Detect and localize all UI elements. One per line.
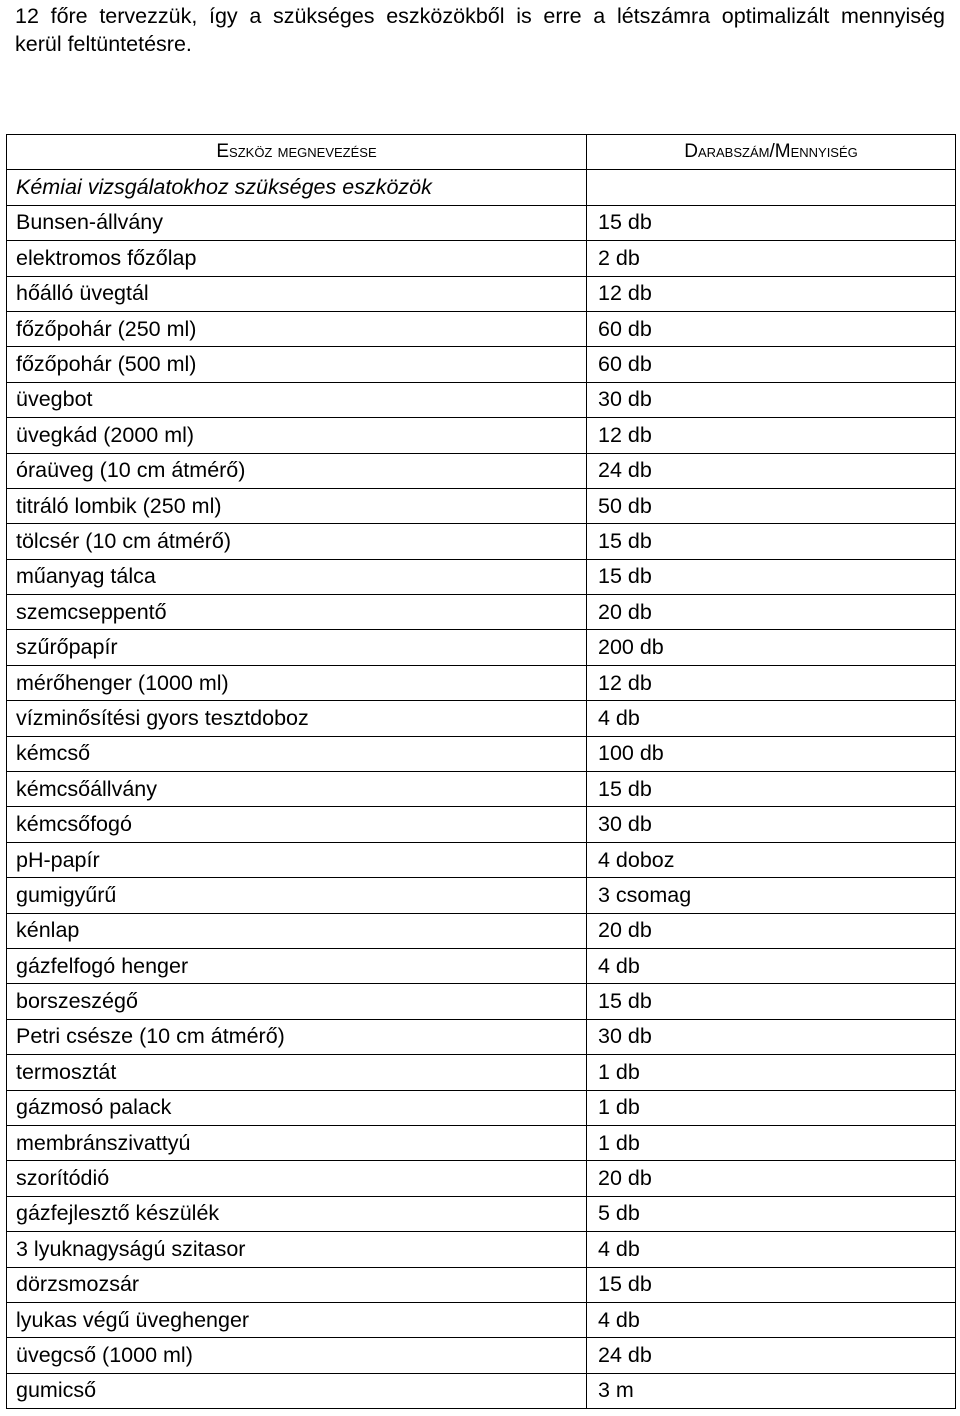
table-row — [7, 488, 956, 523]
item-name: kémcső — [7, 736, 587, 771]
intro-line-1: 12 főre tervezzük, így a szükséges eszközökből is erre a létszámra optimalizált mennyiség — [15, 4, 945, 28]
item-quantity: 24 db — [587, 453, 956, 488]
table-row — [7, 453, 956, 488]
table-row — [7, 665, 956, 700]
item-name: elektromos főzőlap — [7, 241, 587, 276]
item-name: főzőpohár (250 ml) — [7, 311, 587, 346]
table-row — [7, 948, 956, 983]
table-row — [7, 736, 956, 771]
item-quantity: 3 csomag — [587, 878, 956, 913]
item-quantity: 60 db — [587, 347, 956, 382]
table-row — [7, 1019, 956, 1054]
table-row — [7, 418, 956, 453]
table-row — [7, 630, 956, 665]
table-row — [7, 595, 956, 630]
item-name: óraüveg (10 cm átmérő) — [7, 453, 587, 488]
table-row — [7, 984, 956, 1019]
table-row — [7, 1302, 956, 1337]
item-quantity: 1 db — [587, 1090, 956, 1125]
table-row — [7, 311, 956, 346]
table-row — [7, 1055, 956, 1090]
item-name: gázfelfogó henger — [7, 948, 587, 983]
section-row — [7, 170, 956, 205]
item-quantity: 2 db — [587, 241, 956, 276]
item-quantity: 12 db — [587, 418, 956, 453]
table-header-row — [7, 135, 956, 170]
item-name: gumicső — [7, 1373, 587, 1408]
item-quantity: 60 db — [587, 311, 956, 346]
item-quantity: 4 db — [587, 1232, 956, 1267]
item-name: főzőpohár (500 ml) — [7, 347, 587, 382]
table-row — [7, 913, 956, 948]
item-name: tölcsér (10 cm átmérő) — [7, 524, 587, 559]
item-name: Petri csésze (10 cm átmérő) — [7, 1019, 587, 1054]
table-row — [7, 559, 956, 594]
equipment-table — [6, 134, 956, 1409]
item-quantity: 3 m — [587, 1373, 956, 1408]
item-quantity: 200 db — [587, 630, 956, 665]
item-quantity: 15 db — [587, 1267, 956, 1302]
item-quantity: 20 db — [587, 913, 956, 948]
intro-line-2: kerül feltüntetésre. — [15, 32, 192, 56]
item-name: lyukas végű üveghenger — [7, 1302, 587, 1337]
item-name: membránszivattyú — [7, 1125, 587, 1160]
item-name: hőálló üvegtál — [7, 276, 587, 311]
table-row — [7, 1125, 956, 1160]
item-quantity: 30 db — [587, 807, 956, 842]
item-quantity: 30 db — [587, 1019, 956, 1054]
item-name: üvegkád (2000 ml) — [7, 418, 587, 453]
table-row — [7, 347, 956, 382]
table-row — [7, 1090, 956, 1125]
table-row — [7, 878, 956, 913]
item-name: gázmosó palack — [7, 1090, 587, 1125]
table-row — [7, 524, 956, 559]
item-quantity: 15 db — [587, 524, 956, 559]
item-name: titráló lombik (250 ml) — [7, 488, 587, 523]
item-name: vízminősítési gyors tesztdoboz — [7, 701, 587, 736]
item-quantity: 15 db — [587, 984, 956, 1019]
item-quantity: 4 db — [587, 701, 956, 736]
item-quantity: 20 db — [587, 1161, 956, 1196]
table-row — [7, 276, 956, 311]
item-quantity: 4 db — [587, 948, 956, 983]
item-quantity: 15 db — [587, 205, 956, 240]
item-name: üvegbot — [7, 382, 587, 417]
item-quantity: 30 db — [587, 382, 956, 417]
table-row — [7, 1232, 956, 1267]
section-quantity-cell — [587, 170, 956, 205]
table-row — [7, 1161, 956, 1196]
item-quantity: 12 db — [587, 276, 956, 311]
item-name: kénlap — [7, 913, 587, 948]
item-name: szorítódió — [7, 1161, 587, 1196]
item-quantity: 12 db — [587, 665, 956, 700]
item-name: gumigyűrű — [7, 878, 587, 913]
item-name: termosztát — [7, 1055, 587, 1090]
intro-paragraph — [15, 2, 945, 58]
item-quantity: 1 db — [587, 1055, 956, 1090]
table-row — [7, 1267, 956, 1302]
item-name: mérőhenger (1000 ml) — [7, 665, 587, 700]
table-row — [7, 1338, 956, 1373]
item-quantity: 15 db — [587, 559, 956, 594]
item-name: kémcsőfogó — [7, 807, 587, 842]
table-row — [7, 701, 956, 736]
item-name: üvegcső (1000 ml) — [7, 1338, 587, 1373]
table-row — [7, 1196, 956, 1231]
item-name: műanyag tálca — [7, 559, 587, 594]
item-name: szemcseppentő — [7, 595, 587, 630]
item-quantity: 100 db — [587, 736, 956, 771]
item-quantity: 50 db — [587, 488, 956, 523]
section-title: Kémiai vizsgálatokhoz szükséges eszközök — [7, 170, 587, 205]
item-name: Bunsen-állvány — [7, 205, 587, 240]
table-row — [7, 382, 956, 417]
table-row — [7, 205, 956, 240]
item-name: dörzsmozsár — [7, 1267, 587, 1302]
item-name: borszeszégő — [7, 984, 587, 1019]
table-row — [7, 241, 956, 276]
table-row — [7, 1373, 956, 1408]
item-name: pH-papír — [7, 842, 587, 877]
item-quantity: 24 db — [587, 1338, 956, 1373]
table-row — [7, 772, 956, 807]
item-name: kémcsőállvány — [7, 772, 587, 807]
item-quantity: 1 db — [587, 1125, 956, 1160]
header-name: Eszköz megnevezése — [7, 135, 587, 170]
table-row — [7, 807, 956, 842]
table-row — [7, 842, 956, 877]
item-quantity: 15 db — [587, 772, 956, 807]
item-quantity: 4 db — [587, 1302, 956, 1337]
item-name: szűrőpapír — [7, 630, 587, 665]
header-quantity: Darabszám/Mennyiség — [587, 135, 956, 170]
item-quantity: 4 doboz — [587, 842, 956, 877]
item-name: 3 lyuknagyságú szitasor — [7, 1232, 587, 1267]
item-quantity: 5 db — [587, 1196, 956, 1231]
item-name: gázfejlesztő készülék — [7, 1196, 587, 1231]
item-quantity: 20 db — [587, 595, 956, 630]
